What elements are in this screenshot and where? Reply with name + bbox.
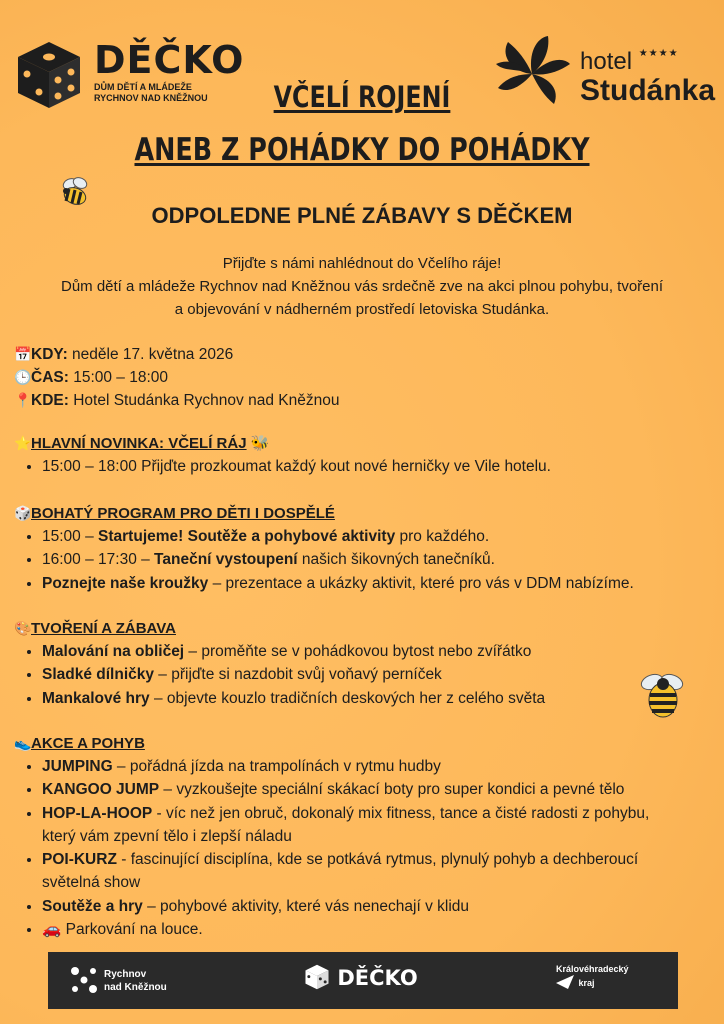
item-rest: našich šikovných tanečníků. (297, 551, 495, 569)
sneaker-icon: 👟 (14, 735, 32, 751)
footer-right-row (556, 975, 629, 989)
list-item (42, 663, 545, 686)
list-item (42, 640, 545, 663)
kraj-arrow-icon (556, 975, 576, 989)
dice-small-icon: 🎲 (14, 505, 32, 521)
clock-icon: 🕒 (14, 369, 32, 385)
item-bold: HOP-LA-HOOP (42, 804, 153, 822)
rychnov-dots-icon (70, 966, 98, 994)
item-rest: pro každého. (395, 528, 490, 545)
section-activities (14, 733, 702, 941)
footer-left-line1: Rychnov (104, 969, 147, 980)
item-rest: – vyzkoušejte speciální skákací boty pro super kondici a pevné tělo (159, 781, 625, 799)
footer-decko-name: DĚČKO (337, 966, 418, 990)
list-item (42, 918, 702, 941)
item-prefix: 15:00 – (42, 528, 99, 545)
event-info (14, 343, 339, 412)
list-item (42, 778, 702, 801)
item-rest: - víc než jen obruč, dokonalý mix fitness, tance a čisté radosti z pohybu, který vám zpevní tělo i zlepší náladu (42, 804, 650, 845)
item-bold: KANGOO JUMP (42, 781, 160, 799)
footer-kraj-logo (556, 964, 629, 989)
info-when-value: neděle 17. května 2026 (67, 346, 234, 363)
item-bold: POI-KURZ (42, 851, 117, 869)
item-prefix: 16:00 – 17:30 – (42, 551, 155, 569)
bee-icon (636, 668, 690, 722)
list-item: • 15:00 – 18:00 Přijďte prozkoumat každý kout nové herničky ve Vile hotelu. (42, 455, 551, 478)
intro-text (0, 252, 724, 321)
item-rest: – proměňte se v pohádkovou bytost nebo zvířátko (184, 643, 532, 660)
hotel-stars: ★★★★ (638, 48, 679, 59)
info-where-label: KDE: (31, 392, 69, 409)
item-rest: – objevte kouzlo tradičních deskových her z celého světa (149, 689, 546, 707)
list-item (42, 895, 702, 918)
subtitle: ODPOLEDNE PLNÉ ZÁBAVY S DĚČKEM (151, 203, 573, 228)
hotel-word (580, 48, 679, 76)
footer-right-line1: Královéhradecký (556, 964, 629, 974)
list-item (42, 802, 702, 849)
info-time (14, 366, 339, 389)
item-rest: – prezentace a ukázky aktivit, které pro vás v DDM nabízíme. (208, 574, 634, 592)
list-item (42, 572, 634, 595)
section-heading: AKCE A POHYB (31, 735, 145, 752)
palette-icon: 🎨 (14, 620, 32, 636)
item-bold: Poznejte naše kroužky (42, 574, 209, 592)
info-where (14, 389, 339, 412)
decko-name: DĚČKO (94, 38, 245, 82)
bee-icon: 🐝 (250, 435, 270, 452)
item-bold: Startujeme! Soutěže a pohybové aktivity (98, 528, 396, 545)
main-title-line1: VČELÍ ROJENÍ (273, 80, 451, 114)
decko-sub-line2: RYCHNOV NAD KNĚŽNOU (94, 93, 208, 103)
hotel-text: hotel (580, 48, 633, 75)
item-rest: – přijďte si nazdobit svůj voňavý perníček (154, 666, 442, 684)
intro-line2: Dům dětí a mládeže Rychnov nad Kněžnou vás srdečně zve na akci plnou pohybu, tvoření (60, 278, 664, 295)
list-item (42, 687, 545, 710)
footer-bar (48, 952, 678, 1009)
section-main-news (14, 433, 551, 478)
footer-right-line2: kraj (578, 978, 595, 988)
star-icon: ⭐ (14, 435, 32, 451)
list-item (42, 755, 702, 778)
item-bold: Malování na obličej (42, 643, 185, 660)
section-heading: BOHATÝ PROGRAM PRO DĚTI I DOSPĚLÉ (31, 505, 335, 522)
item-bold: Mankalové hry (42, 689, 150, 707)
hotel-brand: Studánka (580, 74, 716, 107)
intro-line1: Přijďte s námi nahlédnout do Včelího ráje! (222, 255, 502, 272)
section-creative (14, 618, 545, 710)
info-when-label: KDY: (31, 346, 68, 363)
pin-icon: 📍 (14, 392, 32, 408)
item-bold: Sladké dílničky (42, 666, 154, 684)
item-rest: – pořádná jízda na trampolínách v rytmu hudby (112, 758, 441, 775)
item-bold: Soutěže a hry (42, 897, 143, 915)
footer-decko-logo (304, 964, 418, 990)
list-item (42, 548, 634, 571)
section-heading: TVOŘENÍ A ZÁBAVA (31, 620, 176, 637)
item-bold: JUMPING (42, 758, 113, 775)
info-time-value: 15:00 – 18:00 (68, 369, 169, 386)
decko-sub-line1: DŮM DĚTÍ A MLÁDEŽE (94, 82, 192, 92)
car-icon: 🚗 (42, 921, 62, 939)
main-title-line2: ANEB Z POHÁDKY DO POHÁDKY (134, 132, 590, 168)
item-bold: Taneční vystoupení (154, 551, 298, 569)
list-item (42, 525, 634, 548)
info-where-value: Hotel Studánka Rychnov nad Kněžnou (68, 392, 340, 409)
dice-icon (304, 964, 330, 990)
list-item (42, 848, 702, 895)
item-rest: Parkování na louce. (61, 921, 203, 939)
info-when (14, 343, 339, 366)
intro-line3: a objevování v nádherném prostředí letoviska Studánka. (174, 301, 550, 318)
footer-left-line2: nad Kněžnou (104, 982, 167, 993)
item-rest: - fascinující disciplína, kde se potkává rytmus, plynulý pohyb a dechberoucí světelná show (42, 851, 639, 892)
calendar-icon: 📅 (14, 346, 32, 362)
section-program (14, 503, 634, 595)
info-time-label: ČAS: (31, 369, 69, 386)
section-heading: HLAVNÍ NOVINKA: VČELÍ RÁJ (31, 435, 247, 452)
item-rest: – pohybové aktivity, které vás nenechají v klidu (142, 897, 470, 915)
